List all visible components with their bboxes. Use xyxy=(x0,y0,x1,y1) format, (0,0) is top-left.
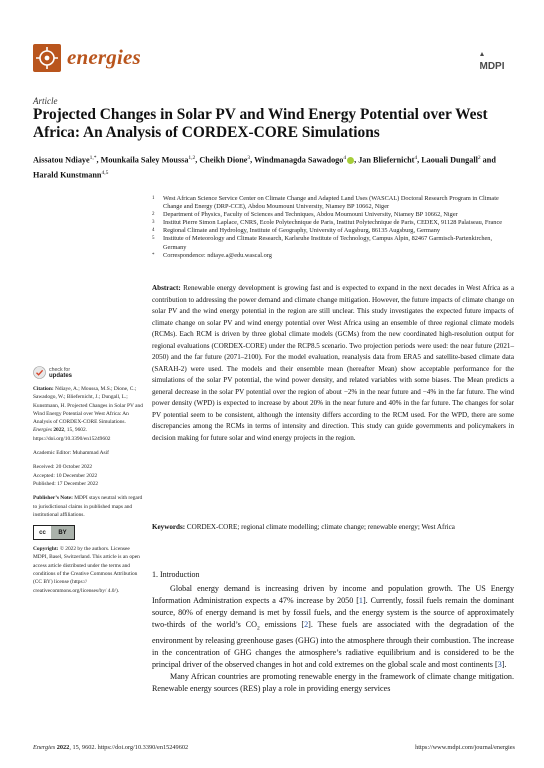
citation-text: Ndiaye, A.; Moussa, M.S.; Dione, C.; Sawadogo, W.; Bliefernicht, J.; Dungall, L.; Kunstmann, H. Projected Changes in Solar PV and Wind Energy Potential over West Africa: An Analysis of CORDEX-CORE Simulations. xyxy=(33,386,143,426)
author-affiliation-number: 2 xyxy=(477,155,481,161)
affiliation-text: Regional Climate and Hydrology, Institute of Geography, University of Augsburg, 86135 Augsburg, Germany xyxy=(163,227,441,235)
affiliation-text[interactable]: Correspondence: ndiaye.a@edu.wascal.org xyxy=(163,251,272,259)
keywords-label: Keywords: xyxy=(152,523,186,531)
affiliation-number: 5 xyxy=(152,236,155,242)
author-affiliation-number: 4 xyxy=(343,155,347,161)
citation xyxy=(33,385,145,443)
footer-journal: Energies xyxy=(33,744,56,751)
dates xyxy=(33,463,145,488)
reference-link[interactable]: 3 xyxy=(497,659,502,669)
author-name[interactable]: Harald Kunstmann xyxy=(33,170,102,180)
author-separator: , xyxy=(250,155,255,165)
affiliation-text: Department of Physics, Faculty of Sciences and Techniques, Abdou Moumouni University, Niamey BP 10662, Niger xyxy=(163,211,458,219)
academic-editor: Academic Editor: Muhammad Asif xyxy=(33,450,109,457)
affiliation-item xyxy=(152,219,514,227)
published-date: Published: 17 December 2022 xyxy=(33,480,99,487)
author-separator: and xyxy=(480,155,496,165)
subscript: 2 xyxy=(256,625,260,632)
publisher-note-text: MDPI stays neutral with regard to jurisdictional claims in published maps and institutional affiliations. xyxy=(33,495,143,518)
check-for-label: check for xyxy=(49,366,71,373)
footer-doi-link[interactable]: , 15, 9602. https://doi.org/10.3390/en15249602 xyxy=(69,744,189,751)
author-name[interactable]: Aissatou Ndiaye xyxy=(33,155,90,165)
affiliation-item xyxy=(152,227,514,235)
cc-logo: cc xyxy=(34,526,51,539)
check-for-updates-icon xyxy=(33,366,46,379)
intro-text: ]. These fuels are associated with the degradation of the environment by releasing greenhouse gases (GHG) into the atmosphere through their combustion. The increase in the concentration of GHG changes the atmosphere’s radiative equilibrium and is considered to be the principal driver of the observed changes in hot and cold extremes on the global scale and most continents [ xyxy=(152,620,515,669)
affiliation-number: 2 xyxy=(152,212,155,218)
journal-name[interactable]: energies xyxy=(67,45,141,69)
affiliation-number: 1 xyxy=(152,196,155,201)
affiliation-text: Institute of Meteorology and Climate Research, Karlsruhe Institute of Technology, Campus Alpin, 82467 Garmisch-Partenkirchen, Germany xyxy=(163,235,493,251)
intro-text: Global energy demand is increasing driven by income and population growth. The US Energy Information Administration expects a 47% increase by 2050 [ xyxy=(152,584,514,605)
article-type: Article xyxy=(33,96,58,106)
abstract-label: Abstract: xyxy=(152,284,181,292)
abstract-text: Renewable energy development is growing fast and is expected to expand in the next decades in West Africa as a contribution to addressing the power demand and climate change mitigation. However, the future impacts of climate change on solar PV and the wind energy potential in the region are still unclear. This study investigates the expected future impacts of climate change on solar PV and wind energy potential over West Africa using an ensemble of three regional climate models (RCMs). Each RCM is driven by three global climate models (GCMs) from the new coordinated high-resolution output for regional evaluations (CORDEX-CORE) under the RCP8.5 scenario. Two projection periods were used: the near future (2021–2050) and the far future (2071–2100). For the model evaluation, reanalysis data from ERA5 and satellite-based climate data (SARAH-2) were used. The models and their ensemble mean (hereafter Mean) show acceptable performance for the simulations of the solar PV potential, the wind power density, and related variables with some biases. The Mean predicts a general decrease in the solar PV potential over the region of about −2% in the near future and −4% in the far future. The wind power density (WPD) is expected to increase by about 20% in the near future and 40% in the far future. The changes for solar PV potential seem to be consistent, although the intensity differs according to the RCM used. For the WPD, there are some discrepancies among the RCMs in terms of intensity and direction. This study can guide governments and policymakers in decision making for future solar and wind energy projects in the region. xyxy=(152,284,514,442)
publisher-note-label: Publisher’s Note: xyxy=(33,495,73,502)
intro-text: ]. xyxy=(501,659,507,669)
footer-citation xyxy=(33,744,188,751)
author-affiliation-number: 3 xyxy=(247,155,251,161)
author-affiliation-number: 1,2 xyxy=(188,155,196,161)
citation-doi[interactable]: , 15, 9602. https://doi.org/10.3390/en15249602 xyxy=(33,427,111,442)
received-date: Received: 20 October 2022 xyxy=(33,464,93,471)
mdpi-logo[interactable] xyxy=(471,50,513,74)
journal-header xyxy=(33,44,513,74)
citation-journal: Energies xyxy=(33,427,52,434)
publisher-note xyxy=(33,494,145,519)
author-name[interactable]: Laouali Dungall xyxy=(421,155,478,165)
author-affiliation-number: 1,* xyxy=(89,155,97,161)
affiliation-number: 3 xyxy=(152,220,155,226)
citation-year: 2022 xyxy=(53,427,65,434)
author-separator: , xyxy=(96,155,101,165)
intro-text: ]. Currently, fossil fuels remain the dominant source, 80% of energy demand is met by fossil fuels, and the energy system is the source of approximately two-thirds of the world’s CO xyxy=(152,596,514,629)
keywords xyxy=(152,522,514,532)
publisher-label: MDPI xyxy=(479,61,505,72)
author-separator: , xyxy=(354,155,359,165)
affiliation-number: 4 xyxy=(152,228,155,234)
author-name[interactable]: Windmanagda Sawadogo xyxy=(254,155,344,165)
citation-label: Citation: xyxy=(33,386,54,392)
copyright xyxy=(33,545,145,595)
accepted-date: Accepted: 10 December 2022 xyxy=(33,472,98,479)
copyright-text: © 2022 by the authors. Licensee MDPI, Basel, Switzerland. This article is an open access article distributed under the terms and conditions of the Creative Commons Attribution (CC BY) license (https:// creativecommons.org/licenses/by/ 4.0/). xyxy=(33,546,140,594)
affiliation-text: West African Science Service Center on Climate Change and Adapted Land Uses (WASCAL) Doctoral Research Program in Climate Change and Energy (DRP-CCE), Abdou Moumouni University, Niamey BP 10662, Niger xyxy=(163,195,499,211)
affiliation-item xyxy=(152,252,514,260)
introduction-body xyxy=(152,583,514,695)
affiliation-text: Institut Pierre Simon Laplace, CNRS, Ecole Polytechnique de Paris, Institut Polytechnique de Paris, CEDEX, 91128 Palaiseau, France xyxy=(163,219,503,227)
author-name[interactable]: Cheikh Dione xyxy=(199,155,248,165)
abstract xyxy=(152,283,514,444)
cc-by-license-icon[interactable] xyxy=(33,525,75,540)
affiliation-item xyxy=(152,235,514,251)
author-name[interactable]: Mounkaila Saley Moussa xyxy=(100,155,189,165)
updates-label: updates xyxy=(49,372,73,379)
author-separator: , xyxy=(417,155,422,165)
affiliation-item xyxy=(152,195,514,211)
article-title: Projected Changes in Solar PV and Wind Energy Potential over West Africa: An Analysis of CORDEX-CORE Simulations xyxy=(33,106,488,141)
copyright-label: Copyright: xyxy=(33,546,59,553)
intro-paragraph: Many African countries are promoting renewable energy in the framework of climate change mitigation. Renewable energy sources (RES) play a role in providing energy services xyxy=(152,671,514,693)
footer-year: 2022 xyxy=(56,744,70,751)
affiliation-number: * xyxy=(152,252,155,258)
section-heading-introduction: 1. Introduction xyxy=(152,570,200,579)
intro-text: emissions [ xyxy=(259,620,305,629)
affiliations xyxy=(152,195,514,260)
author-separator: , xyxy=(195,155,200,165)
sidebar xyxy=(33,366,145,601)
keywords-text: CORDEX-CORE; regional climate modelling; climate change; renewable energy; West Africa xyxy=(186,523,455,531)
by-logo: BY xyxy=(58,529,67,536)
intro-paragraph xyxy=(152,583,514,671)
energies-logo-icon xyxy=(33,44,61,72)
reference-link[interactable]: 1 xyxy=(358,596,363,605)
affiliation-item xyxy=(152,211,514,219)
author-affiliation-number: 4 xyxy=(414,155,418,161)
reference-link[interactable]: 2 xyxy=(304,620,309,629)
check-for-updates-button[interactable] xyxy=(33,366,145,379)
author-affiliation-number: 4,5 xyxy=(101,169,109,176)
footer-journal-url[interactable]: https://www.mdpi.com/journal/energies xyxy=(415,744,515,751)
author-name[interactable]: Jan Bliefernicht xyxy=(358,155,415,165)
author-list xyxy=(33,152,515,181)
